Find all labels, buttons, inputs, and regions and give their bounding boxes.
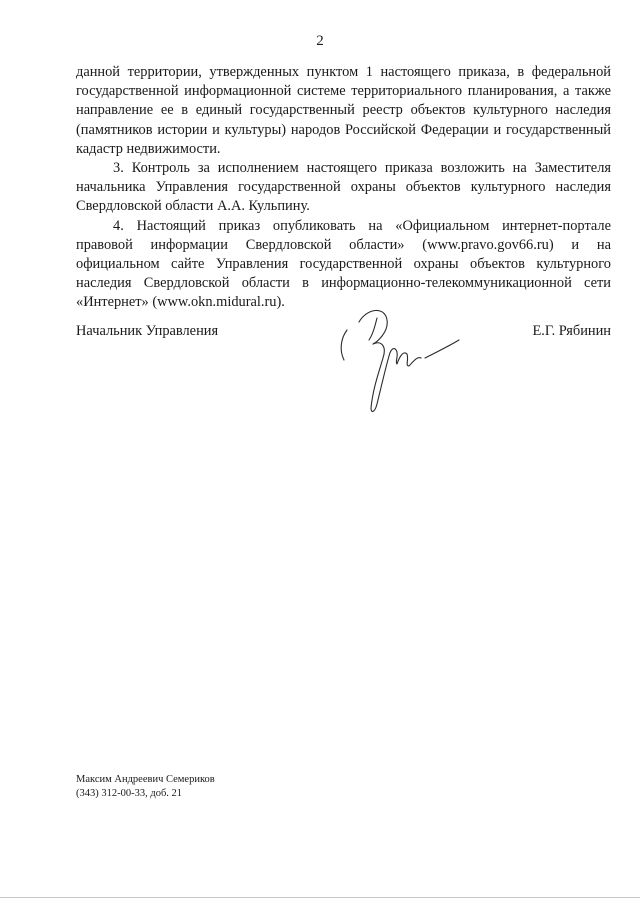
page-number: 2 <box>316 33 324 49</box>
page-bottom-edge <box>0 897 640 898</box>
handwritten-signature <box>333 300 463 418</box>
signatory-name: Е.Г. Рябинин <box>532 323 611 339</box>
signatory-title: Начальник Управления <box>76 323 219 339</box>
paragraph-item-3: 3. Контроль за исполнением настоящего приказа возложить на Заместителя начальника Управления государственной охраны объектов культурного наследия Свердловской области А.А. Кульпину. <box>76 160 611 215</box>
contact-phone: (343) 312-00-33, доб. 21 <box>76 787 183 799</box>
document-body <box>76 63 611 313</box>
paragraph-continuation: данной территории, утвержденных пунктом 1 настоящего приказа, в федеральной государственной информационной системе территориального планирования, а также направление ее в единый государственный реестр объектов культурного наследия (памятников истории и культуры) народов Российской Федерации и государственный кадастр недвижимости. <box>76 64 611 157</box>
contact-name: Максим Андреевич Семериков <box>76 774 215 785</box>
contact-footer <box>76 773 215 800</box>
paragraph-item-4: 4. Настоящий приказ опубликовать на «Официальном интернет-портале правовой информации Свердловской области» (www.pravo.gov66.ru) и на официальном сайте Управления государственной охраны объектов культурного наследия Свердловской области в информационно-телекоммуникационной сети «Интернет» (www.okn.midural.ru). <box>76 217 611 311</box>
